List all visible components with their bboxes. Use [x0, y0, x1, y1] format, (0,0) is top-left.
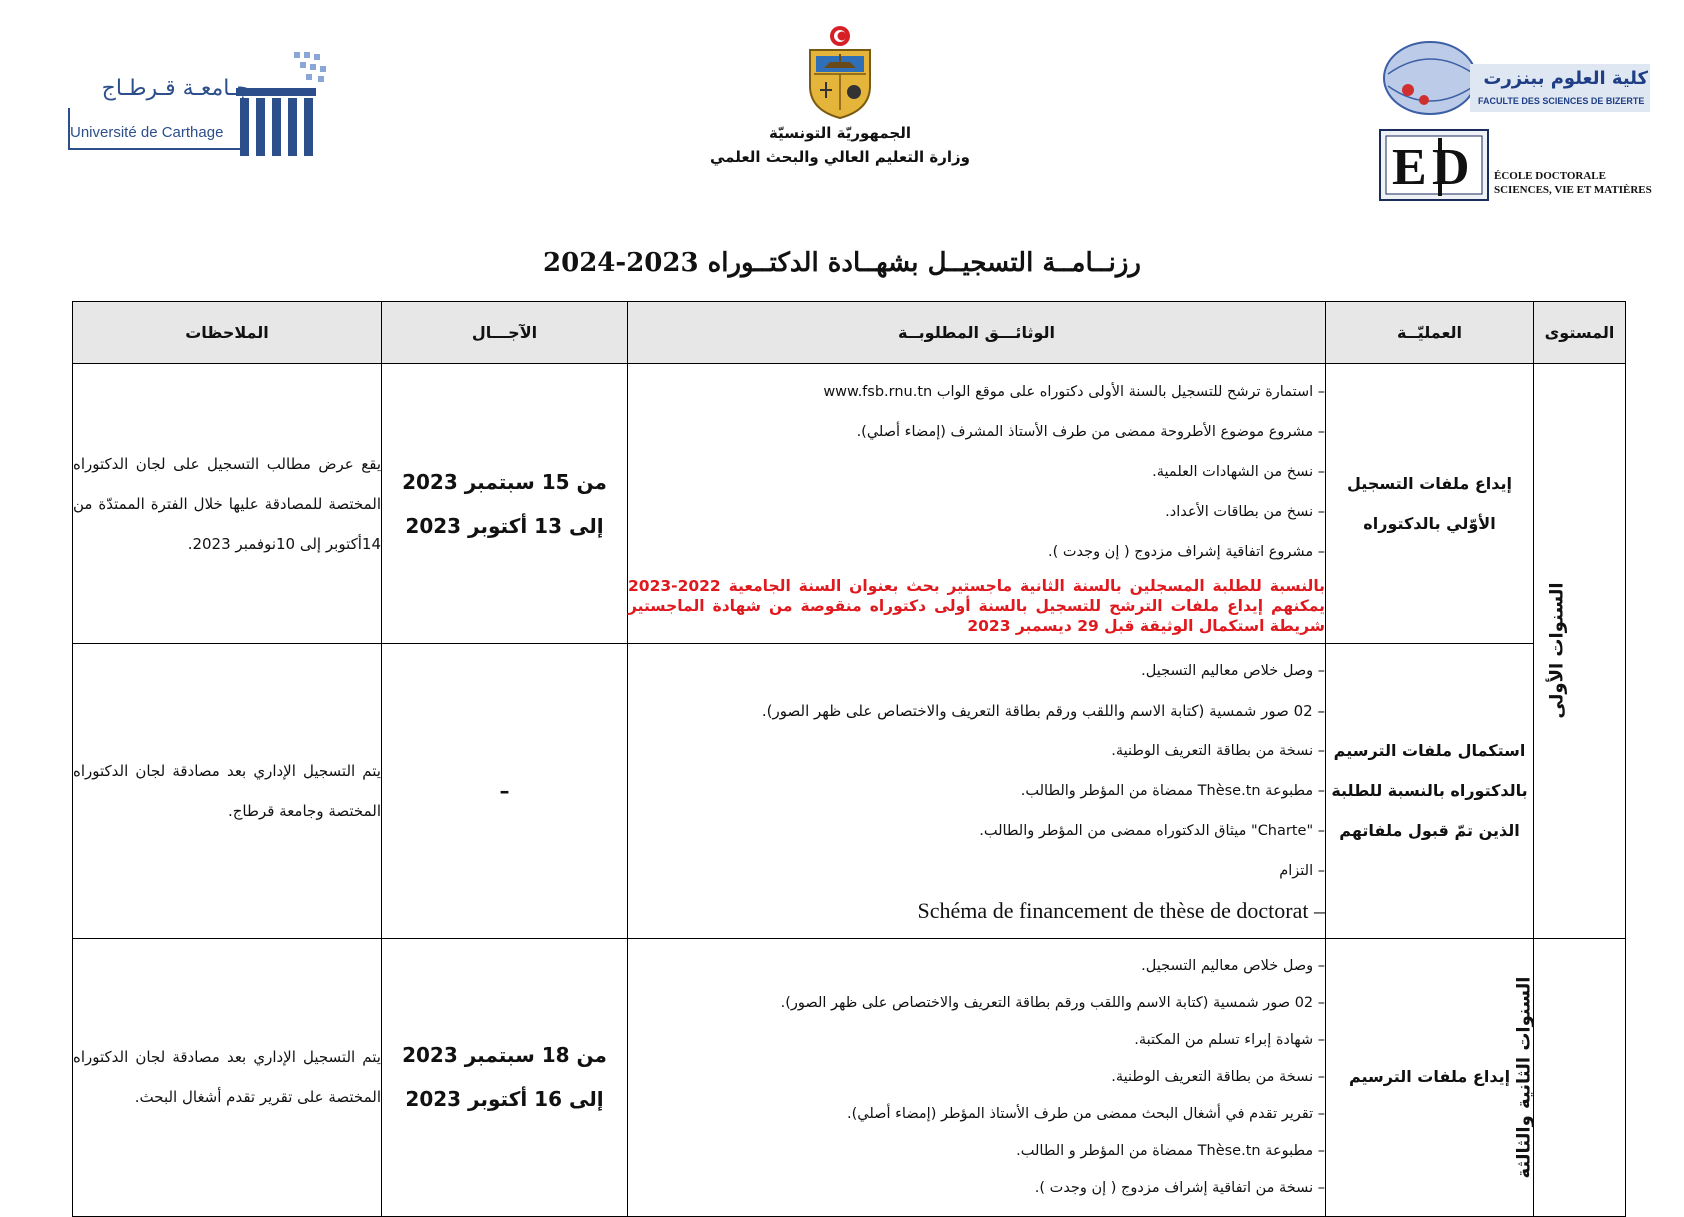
deadline-cell	[382, 363, 628, 644]
deadline-cell	[382, 644, 628, 938]
faculty-sciences-bizerte-logo	[1378, 34, 1658, 124]
document-item: – استمارة ترشح للتسجيل بالسنة الأولى دكتوراه على موقع الواب www.fsb.rnu.tn	[628, 372, 1325, 412]
deadline-line: من 15 سبتمبر 2023	[402, 469, 607, 494]
documents-cell	[628, 938, 1326, 1217]
documents-cell	[628, 644, 1326, 938]
page-title: رزنــامــة التسجيــل بشهــادة الدكتــوراه 2023-2024	[543, 248, 1141, 278]
table-row	[73, 938, 1626, 1217]
document-item: – مطبوعة Thèse.tn ممضاة من المؤطر و الطالب.	[628, 1133, 1325, 1170]
svg-text:D: D	[1432, 139, 1470, 196]
document-item: – شهادة إبراء تسلم من المكتبة.	[628, 1022, 1325, 1059]
operation-cell	[1326, 938, 1534, 1217]
operation-line: استكمال ملفات الترسيم	[1333, 740, 1526, 760]
header-remarks: الملاحظات	[73, 302, 382, 364]
document-item: – وصل خلاص معاليم التسجيل.	[628, 651, 1325, 691]
operation-cell	[1326, 644, 1534, 938]
document-item: – Schéma de financement de thèse de doctorat	[628, 891, 1325, 931]
level-second-third-cell	[1513, 938, 1626, 1217]
master-students-note: بالنسبة للطلبة المسجلين بالسنة الثانية ماجستير بحث بعنوان السنة الجامعية 2022-2023 يمكنهم إيداع ملفات الترشح للتسجيل بالسنة أولى دكتوراه منقوصة من شهادة الماجستير شريطة استكمال الوثيقة قبل 29 ديسمبر 2023	[628, 576, 1325, 635]
document-item: – مطبوعة Thèse.tn ممضاة من المؤطر والطالب.	[628, 771, 1325, 811]
registration-calendar-table	[72, 301, 1626, 1217]
faculty-name-arabic: كلية العلوم ببنزرت	[1483, 68, 1648, 89]
document-item: – نسخ من بطاقات الأعداد.	[628, 492, 1325, 532]
table-header-row	[73, 302, 1626, 364]
logo-underline	[68, 148, 246, 150]
operation-cell	[1326, 363, 1534, 644]
operation-line: الذين تمّ قبول ملفاتهم	[1339, 820, 1520, 840]
document-item: – مشروع اتفاقية إشراف مزدوج ( إن وجدت ).	[628, 532, 1325, 572]
doctoral-school-logo	[1378, 128, 1678, 208]
doctoral-school-name: ÉCOLE DOCTORALE	[1494, 170, 1606, 182]
header-documents: الوثائـــق المطلوبــة	[628, 302, 1326, 364]
ministry-name: وزارة التعليم العالي والبحث العلمي	[709, 148, 971, 166]
operation-line: الأوّلي بالدكتوراه	[1363, 513, 1496, 533]
doctoral-school-subtitle: SCIENCES, VIE ET MATIÈRES	[1494, 184, 1652, 196]
operation-line: بالدكتوراه بالنسبة للطلبة	[1331, 780, 1528, 800]
deadline-line: إلى 13 أكتوبر 2023	[405, 513, 604, 538]
deadline-cell	[382, 938, 628, 1217]
remarks-cell: يتم التسجيل الإداري بعد مصادقة لجان الدكتوراه المختصة وجامعة قرطاج.	[73, 644, 382, 938]
university-carthage-logo	[60, 48, 350, 168]
republic-name: الجمهوريّة التونسيّة	[769, 124, 911, 142]
table-row	[73, 363, 1626, 644]
remarks-cell: يتم التسجيل الإداري بعد مصادقة لجان الدكتوراه المختصة على تقرير تقدم أشغال البحث.	[73, 938, 382, 1217]
level-first-label: السنوات الأولى	[1546, 582, 1568, 719]
deadline-line: –	[499, 778, 510, 803]
document-item: – نسخة من بطاقة التعريف الوطنية.	[628, 1059, 1325, 1096]
table-row	[73, 644, 1626, 938]
deadline-line: من 18 سبتمبر 2023	[402, 1043, 607, 1068]
document-item: – وصل خلاص معاليم التسجيل.	[628, 948, 1325, 985]
university-name-french: Université de Carthage	[70, 124, 224, 141]
document-item: – التزام	[628, 851, 1325, 891]
document-item: – 02 صور شمسية (كتابة الاسم واللقب ورقم بطاقة التعريف والاختصاص على ظهر الصور).	[628, 691, 1325, 731]
faculty-name-french: FACULTE DES SCIENCES DE BIZERTE	[1478, 96, 1645, 106]
deadline-line: إلى 16 أكتوبر 2023	[405, 1087, 604, 1112]
documents-cell	[628, 363, 1326, 644]
columns-icon	[60, 48, 350, 168]
document-item: – مشروع موضوع الأطروحة ممضى من طرف الأستاذ المشرف (إمضاء أصلي).	[628, 412, 1325, 452]
operation-line: إيداع ملفات التسجيل	[1347, 473, 1512, 493]
document-item: – "Charte" ميثاق الدكتوراه ممضى من المؤطر والطالب.	[628, 811, 1325, 851]
official-header	[700, 24, 980, 166]
header-operation: العمليّــة	[1326, 302, 1534, 364]
level-second-third-label: السنوات الثانية والثالثة	[1513, 976, 1535, 1179]
tunisia-coat-of-arms-icon	[802, 24, 878, 120]
ed-monogram-icon	[1378, 128, 1490, 202]
document-item: – نسخ من الشهادات العلمية.	[628, 452, 1325, 492]
document-item: – نسخة من بطاقة التعريف الوطنية.	[628, 731, 1325, 771]
document-item: – 02 صور شمسية (كتابة الاسم واللقب ورقم بطاقة التعريف والاختصاص على ظهر الصور).	[628, 985, 1325, 1022]
header-deadlines: الآجـــال	[382, 302, 628, 364]
header-level: المستوى	[1534, 302, 1626, 364]
remarks-cell: يقع عرض مطالب التسجيل على لجان الدكتوراه المختصة للمصادقة عليها خلال الفترة الممتدّة من 14أكتوبر إلى 10نوفمبر 2023.	[73, 363, 382, 644]
operation-line: إيداع ملفات الترسيم	[1348, 1067, 1511, 1087]
document-item: – تقرير تقدم في أشغال البحث ممضى من طرف الأستاذ المؤطر (إمضاء أصلي).	[628, 1096, 1325, 1133]
document-item: – نسخة من اتفاقية إشراف مزدوج ( إن وجدت ).	[628, 1170, 1325, 1207]
university-name-arabic: جـامعـة قـرطـاج	[101, 76, 250, 101]
svg-text:E: E	[1392, 139, 1427, 196]
level-first-cell	[1534, 363, 1626, 938]
